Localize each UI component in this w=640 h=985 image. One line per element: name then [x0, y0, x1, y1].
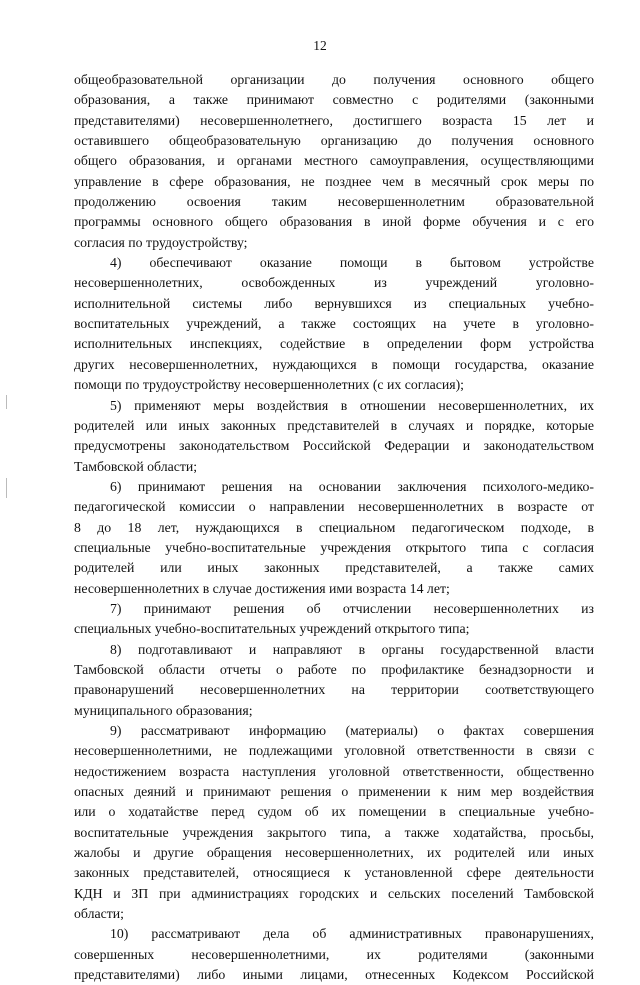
- text-line: КДН и ЗП при администрациях городских и сельских поселений Тамбовской: [74, 885, 594, 901]
- text-line: 8 до 18 лет, нуждающихся в специальном педагогическом подходе, в: [74, 519, 594, 535]
- text-line: 5) применяют меры воздействия в отношении несовершеннолетних, их: [110, 397, 594, 413]
- page-number: 12: [313, 38, 327, 53]
- text-line: помощи по трудоустройству несовершеннолетних (с их согласия);: [74, 377, 464, 393]
- text-line: 10) рассматривают дела об административных правонарушениях,: [110, 926, 594, 942]
- text-line: 8) подготавливают и направляют в органы государственной власти: [110, 641, 594, 657]
- text-line: опасных деяний и принимают решения о применении к ним мер воздействия: [74, 784, 594, 800]
- text-line: совершенных несовершеннолетними, их родителями (законными: [74, 946, 594, 962]
- text-line: несовершеннолетних в случае достижения ими возраста 14 лет;: [74, 580, 450, 596]
- text-line: исполнительных инспекциях, содействие в определении форм устройства: [74, 336, 594, 352]
- text-line: продолжению освоения таким несовершеннолетним образовательной: [74, 194, 594, 210]
- text-line: согласия по трудоустройству;: [74, 234, 248, 250]
- text-line: педагогической комиссии о направлении несовершеннолетних в возрасте от: [74, 499, 594, 515]
- scan-margin-mark: [6, 395, 7, 409]
- text-line: исполнительной системы либо вернувшихся из специальных учебно-: [74, 295, 594, 311]
- text-line: воспитательные учреждения закрытого типа, а также ходатайства, просьбы,: [74, 824, 594, 840]
- text-line: Тамбовской области отчеты о работе по профилактике безнадзорности и: [74, 661, 594, 677]
- text-line: воспитательных учреждений, а также состоящих на учете в уголовно-: [74, 316, 594, 332]
- text-line: 9) рассматривают информацию (материалы) о фактах совершения: [110, 723, 594, 738]
- text-line: недостижением возраста наступления уголовной ответственности, общественно: [74, 763, 594, 779]
- text-line: специальных учебно-воспитательных учреждений открытого типа;: [74, 621, 470, 637]
- text-line: других несовершеннолетних, нуждающихся в помощи государства, оказание: [74, 356, 594, 372]
- text-line: 6) принимают решения на основании заключения психолого-медико-: [110, 478, 594, 494]
- text-line: жалобы и другие обращения несовершеннолетних, их родителей или иных: [74, 845, 594, 861]
- text-line: Тамбовской области;: [74, 458, 198, 474]
- text-line: или о ходатайстве перед судом об их помещении в специальные учебно-: [74, 804, 594, 820]
- text-line: правонарушений несовершеннолетних на территории соответствующего: [74, 682, 594, 698]
- text-line: общего образования, и органами местного самоуправления, осуществляющими: [74, 153, 594, 169]
- text-line: представителями) либо иными лицами, отнесенных Кодексом Российской: [74, 967, 594, 983]
- document-body: [74, 70, 594, 985]
- text-line: муниципального образования;: [74, 702, 253, 718]
- text-line: области;: [74, 906, 124, 922]
- text-line: общеобразовательной организации до получения основного общего: [74, 72, 594, 87]
- text-line: управление в сфере образования, не позднее чем в месячный срок меры по: [74, 173, 594, 189]
- text-line: предусмотрены законодательством Российской Федерации и законодательством: [74, 438, 594, 454]
- text-line: несовершеннолетними, не подлежащими уголовной ответственности в связи с: [74, 743, 594, 759]
- scan-margin-mark: [6, 478, 7, 498]
- text-line: представителями) несовершеннолетнего, достигшего возраста 15 лет и: [74, 112, 594, 128]
- text-line: образования, а также принимают совместно с родителями (законными: [74, 92, 594, 108]
- text-line: родителей или иных законных представителей в случаях и порядке, которые: [74, 417, 594, 433]
- text-line: программы основного общего образования в иной форме обучения и с его: [74, 214, 594, 230]
- text-line: 7) принимают решения об отчислении несовершеннолетних из: [110, 600, 594, 616]
- text-line: несовершеннолетних, освобожденных из учреждений уголовно-: [74, 275, 594, 291]
- text-line: 4) обеспечивают оказание помощи в бытовом устройстве: [110, 255, 594, 271]
- text-line: оставившего общеобразовательную организацию до получения основного: [74, 133, 594, 149]
- text-line: специальные учебно-воспитательные учреждения открытого типа с согласия: [74, 539, 594, 555]
- text-line: законных представителей, относящиеся к установленной сфере деятельности: [74, 865, 594, 881]
- text-line: родителей или иных законных представителей, а также самих: [74, 560, 594, 576]
